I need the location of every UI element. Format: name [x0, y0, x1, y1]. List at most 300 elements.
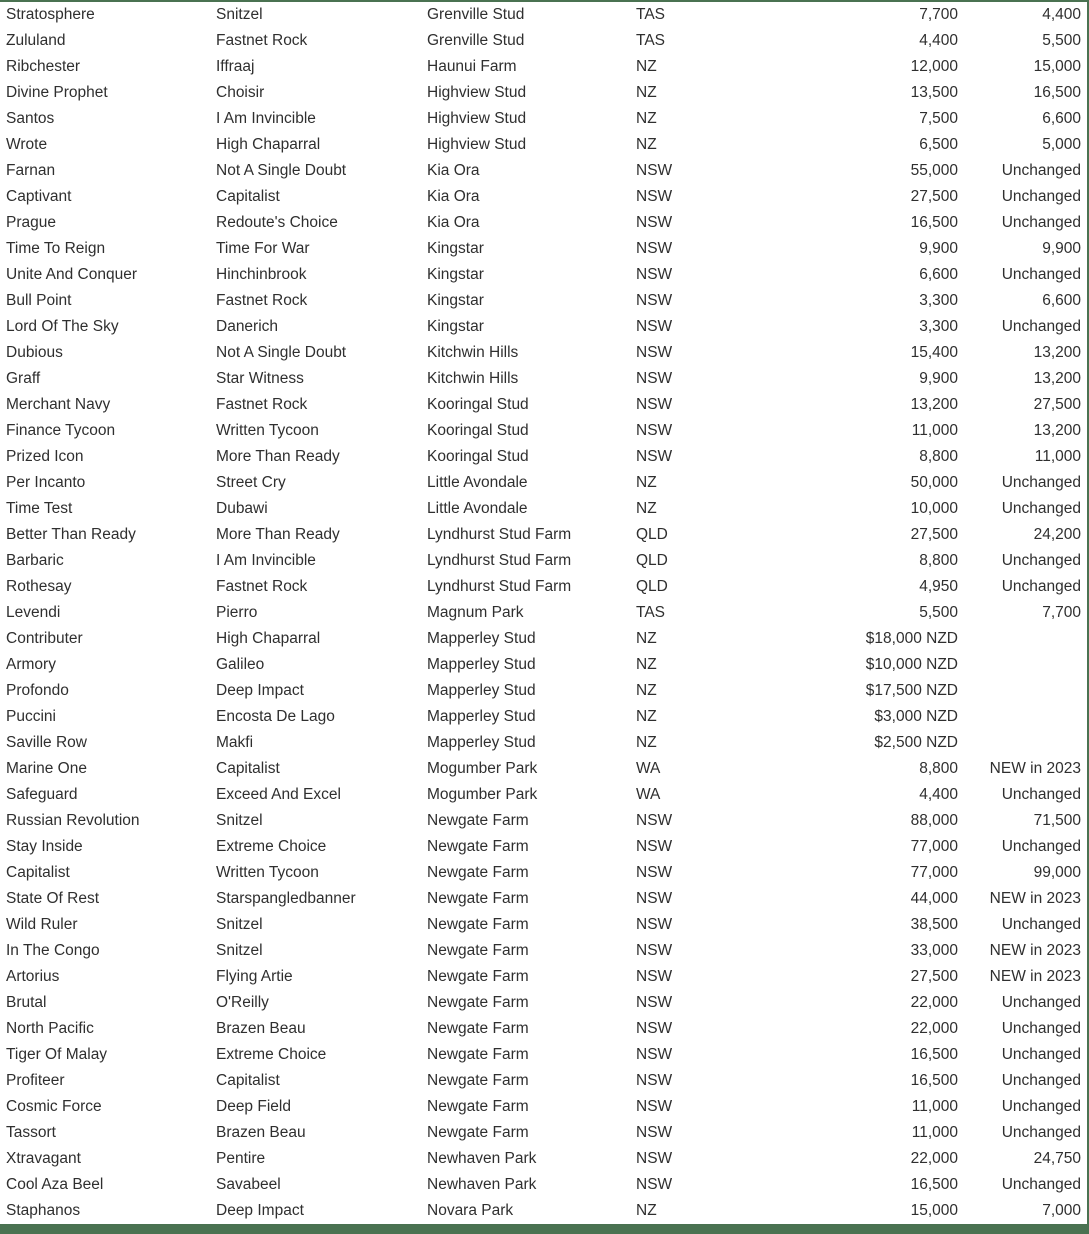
- stallion-name-cell: Tassort: [6, 1124, 56, 1141]
- table-row: [0, 600, 1089, 626]
- sire-cell: Extreme Choice: [216, 1046, 327, 1063]
- stallion-name-cell: Better Than Ready: [6, 526, 136, 543]
- stud-cell: Grenville Stud: [427, 32, 525, 49]
- stallion-name-cell: Merchant Navy: [6, 396, 111, 413]
- state-cell: NSW: [636, 994, 673, 1011]
- state-cell: NZ: [636, 1202, 657, 1219]
- change-cell: Unchanged: [1001, 318, 1081, 335]
- sire-cell: Starspangledbanner: [216, 890, 356, 907]
- table-row: [0, 1068, 1089, 1094]
- fee-cell: 22,000: [910, 994, 958, 1011]
- fee-cell: 8,800: [919, 448, 958, 465]
- stallion-name-cell: Tiger Of Malay: [6, 1046, 108, 1063]
- sire-cell: Fastnet Rock: [216, 396, 308, 413]
- stud-cell: Kooringal Stud: [427, 422, 529, 439]
- table-row: [0, 314, 1089, 340]
- table-row: [0, 990, 1089, 1016]
- change-cell: NEW in 2023: [989, 968, 1081, 985]
- table-row: [0, 652, 1089, 678]
- table-row: [0, 860, 1089, 886]
- fee-cell: 3,300: [919, 318, 958, 335]
- stud-cell: Grenville Stud: [427, 6, 525, 23]
- stallion-name-cell: Barbaric: [6, 552, 64, 569]
- stud-cell: Highview Stud: [427, 136, 527, 153]
- sire-cell: Choisir: [216, 84, 265, 101]
- sire-cell: Capitalist: [216, 760, 280, 777]
- sire-cell: Not A Single Doubt: [216, 344, 347, 361]
- change-cell: 16,500: [1033, 84, 1081, 101]
- sire-cell: Fastnet Rock: [216, 32, 308, 49]
- stud-cell: Newgate Farm: [427, 864, 529, 881]
- sire-cell: Danerich: [216, 318, 279, 335]
- stud-cell: Kingstar: [427, 240, 484, 257]
- sire-cell: Snitzel: [216, 812, 263, 829]
- table-row: [0, 782, 1089, 808]
- sire-cell: Extreme Choice: [216, 838, 327, 855]
- sire-cell: Deep Field: [216, 1098, 291, 1115]
- change-cell: 24,200: [1033, 526, 1081, 543]
- sire-cell: Snitzel: [216, 942, 263, 959]
- state-cell: NSW: [636, 318, 673, 335]
- table-row: [0, 548, 1089, 574]
- stallion-name-cell: Zululand: [6, 32, 66, 49]
- table-row: [0, 366, 1089, 392]
- table-row: [0, 470, 1089, 496]
- sire-cell: I Am Invincible: [216, 110, 316, 127]
- table-row: [0, 704, 1089, 730]
- stud-cell: Mapperley Stud: [427, 708, 536, 725]
- sire-cell: Not A Single Doubt: [216, 162, 347, 179]
- table-row: [0, 808, 1089, 834]
- sire-cell: Iffraaj: [216, 58, 255, 75]
- change-cell: 99,000: [1033, 864, 1081, 881]
- stud-cell: Kingstar: [427, 318, 484, 335]
- fee-cell: 16,500: [910, 1046, 958, 1063]
- state-cell: NZ: [636, 474, 657, 491]
- change-cell: Unchanged: [1001, 578, 1081, 595]
- fee-cell: 6,500: [919, 136, 958, 153]
- stud-cell: Highview Stud: [427, 84, 527, 101]
- state-cell: NSW: [636, 292, 673, 309]
- stud-cell: Lyndhurst Stud Farm: [427, 552, 572, 569]
- table-row: [0, 236, 1089, 262]
- stud-cell: Newhaven Park: [427, 1150, 537, 1167]
- stud-cell: Newgate Farm: [427, 968, 529, 985]
- stallion-name-cell: Staphanos: [6, 1202, 81, 1219]
- sire-cell: Exceed And Excel: [216, 786, 341, 803]
- stallion-name-cell: Wrote: [6, 136, 48, 153]
- stud-cell: Kingstar: [427, 292, 484, 309]
- stallion-name-cell: State Of Rest: [6, 890, 100, 907]
- stallion-name-cell: Time To Reign: [6, 240, 106, 257]
- stud-cell: Little Avondale: [427, 500, 528, 517]
- change-cell: Unchanged: [1001, 188, 1081, 205]
- change-cell: 7,000: [1042, 1202, 1081, 1219]
- fee-cell: 12,000: [910, 58, 958, 75]
- stud-cell: Kooringal Stud: [427, 448, 529, 465]
- fee-cell: 8,800: [919, 760, 958, 777]
- change-cell: 4,400: [1042, 6, 1081, 23]
- fee-cell: 9,900: [919, 240, 958, 257]
- fee-cell: 50,000: [910, 474, 958, 491]
- sire-cell: Brazen Beau: [216, 1124, 306, 1141]
- sire-cell: Galileo: [216, 656, 265, 673]
- change-cell: Unchanged: [1001, 1020, 1081, 1037]
- table-row: [0, 1042, 1089, 1068]
- stud-cell: Kia Ora: [427, 214, 480, 231]
- stallion-name-cell: Capitalist: [6, 864, 70, 881]
- table-row: [0, 1016, 1089, 1042]
- stallion-name-cell: Saville Row: [6, 734, 87, 751]
- stud-cell: Mogumber Park: [427, 786, 538, 803]
- sire-cell: Savabeel: [216, 1176, 281, 1193]
- sire-cell: Deep Impact: [216, 1202, 304, 1219]
- table-row: [0, 418, 1089, 444]
- stallion-name-cell: Prague: [6, 214, 56, 231]
- change-cell: 5,000: [1042, 136, 1081, 153]
- fee-cell: 77,000: [910, 838, 958, 855]
- stud-cell: Kia Ora: [427, 188, 480, 205]
- change-cell: Unchanged: [1001, 552, 1081, 569]
- change-cell: NEW in 2023: [989, 890, 1081, 907]
- fee-cell: 5,500: [919, 604, 958, 621]
- state-cell: NZ: [636, 630, 657, 647]
- stud-cell: Newhaven Park: [427, 1176, 537, 1193]
- stallion-name-cell: Bull Point: [6, 292, 72, 309]
- fee-cell: 16,500: [910, 1072, 958, 1089]
- stud-cell: Newgate Farm: [427, 890, 529, 907]
- sire-cell: Fastnet Rock: [216, 292, 308, 309]
- fee-cell: 16,500: [910, 1176, 958, 1193]
- change-cell: Unchanged: [1001, 1176, 1081, 1193]
- stallion-name-cell: Unite And Conquer: [6, 266, 137, 283]
- change-cell: Unchanged: [1001, 1098, 1081, 1115]
- sire-cell: O'Reilly: [216, 994, 269, 1011]
- stud-cell: Kingstar: [427, 266, 484, 283]
- stallion-name-cell: Puccini: [6, 708, 56, 725]
- stallion-name-cell: Finance Tycoon: [6, 422, 116, 439]
- stallion-name-cell: Stay Inside: [6, 838, 83, 855]
- change-cell: Unchanged: [1001, 500, 1081, 517]
- table-row: [0, 730, 1089, 756]
- fee-cell: $3,000 NZD: [874, 708, 958, 725]
- sire-cell: Capitalist: [216, 1072, 280, 1089]
- state-cell: NSW: [636, 370, 673, 387]
- state-cell: WA: [636, 786, 661, 803]
- table-row: [0, 522, 1089, 548]
- sire-cell: Pierro: [216, 604, 258, 621]
- sire-cell: Capitalist: [216, 188, 280, 205]
- change-cell: 13,200: [1033, 370, 1081, 387]
- state-cell: NZ: [636, 682, 657, 699]
- sire-cell: Makfi: [216, 734, 254, 751]
- stallion-name-cell: Divine Prophet: [6, 84, 108, 101]
- change-cell: 5,500: [1042, 32, 1081, 49]
- state-cell: NZ: [636, 84, 657, 101]
- sire-cell: Star Witness: [216, 370, 304, 387]
- state-cell: NSW: [636, 1072, 673, 1089]
- change-cell: Unchanged: [1001, 786, 1081, 803]
- state-cell: TAS: [636, 6, 665, 23]
- stud-cell: Kooringal Stud: [427, 396, 529, 413]
- table-row: [0, 574, 1089, 600]
- state-cell: WA: [636, 760, 661, 777]
- sire-cell: Flying Artie: [216, 968, 293, 985]
- change-cell: Unchanged: [1001, 1046, 1081, 1063]
- stallion-name-cell: Cosmic Force: [6, 1098, 102, 1115]
- stallion-name-cell: Graff: [6, 370, 41, 387]
- table-row: [0, 1146, 1089, 1172]
- state-cell: QLD: [636, 552, 668, 569]
- sire-cell: Snitzel: [216, 6, 263, 23]
- table-row: [0, 886, 1089, 912]
- fee-cell: 7,500: [919, 110, 958, 127]
- fee-cell: 4,400: [919, 786, 958, 803]
- stallion-name-cell: Russian Revolution: [6, 812, 140, 829]
- table-row: [0, 1172, 1089, 1198]
- table-row: [0, 964, 1089, 990]
- state-cell: NSW: [636, 162, 673, 179]
- table-row: [0, 1198, 1089, 1224]
- stallion-name-cell: Time Test: [6, 500, 73, 517]
- fee-cell: 27,500: [910, 968, 958, 985]
- state-cell: NSW: [636, 968, 673, 985]
- table-row: [0, 938, 1089, 964]
- sire-cell: Hinchinbrook: [216, 266, 307, 283]
- change-cell: Unchanged: [1001, 838, 1081, 855]
- table-row: [0, 106, 1089, 132]
- sire-cell: Redoute's Choice: [216, 214, 338, 231]
- fee-cell: 33,000: [910, 942, 958, 959]
- fee-cell: 7,700: [919, 6, 958, 23]
- stallion-name-cell: Levendi: [6, 604, 61, 621]
- table-row: [0, 834, 1089, 860]
- stud-cell: Little Avondale: [427, 474, 528, 491]
- state-cell: NZ: [636, 58, 657, 75]
- change-cell: Unchanged: [1001, 1072, 1081, 1089]
- stud-cell: Mapperley Stud: [427, 734, 536, 751]
- fee-cell: 9,900: [919, 370, 958, 387]
- stallion-name-cell: Cool Aza Beel: [6, 1176, 104, 1193]
- stud-cell: Kitchwin Hills: [427, 370, 519, 387]
- fee-cell: 22,000: [910, 1020, 958, 1037]
- bottom-accent-bar: [0, 1224, 1089, 1234]
- stallion-name-cell: Prized Icon: [6, 448, 84, 465]
- state-cell: NSW: [636, 838, 673, 855]
- stud-cell: Newgate Farm: [427, 1098, 529, 1115]
- stud-cell: Newgate Farm: [427, 1020, 529, 1037]
- stud-cell: Magnum Park: [427, 604, 524, 621]
- sire-cell: High Chaparral: [216, 630, 321, 647]
- fee-cell: 3,300: [919, 292, 958, 309]
- stallion-name-cell: North Pacific: [6, 1020, 94, 1037]
- sire-cell: I Am Invincible: [216, 552, 316, 569]
- sire-cell: Snitzel: [216, 916, 263, 933]
- stallion-name-cell: Xtravagant: [6, 1150, 81, 1167]
- sire-cell: Time For War: [216, 240, 310, 257]
- fee-cell: $10,000 NZD: [865, 656, 958, 673]
- sire-cell: More Than Ready: [216, 448, 340, 465]
- sire-cell: Brazen Beau: [216, 1020, 306, 1037]
- stud-cell: Kia Ora: [427, 162, 480, 179]
- fee-cell: 8,800: [919, 552, 958, 569]
- stallion-name-cell: Wild Ruler: [6, 916, 78, 933]
- change-cell: Unchanged: [1001, 162, 1081, 179]
- state-cell: NSW: [636, 1124, 673, 1141]
- table-row: [0, 262, 1089, 288]
- stud-cell: Newgate Farm: [427, 916, 529, 933]
- sire-cell: Deep Impact: [216, 682, 304, 699]
- fee-cell: 22,000: [910, 1150, 958, 1167]
- change-cell: 13,200: [1033, 344, 1081, 361]
- change-cell: Unchanged: [1001, 266, 1081, 283]
- sire-cell: Written Tycoon: [216, 422, 319, 439]
- fee-cell: 13,200: [910, 396, 958, 413]
- state-cell: NSW: [636, 812, 673, 829]
- stallion-name-cell: Marine One: [6, 760, 87, 777]
- state-cell: NSW: [636, 422, 673, 439]
- fee-cell: 44,000: [910, 890, 958, 907]
- change-cell: 13,200: [1033, 422, 1081, 439]
- sire-cell: More Than Ready: [216, 526, 340, 543]
- change-cell: 71,500: [1033, 812, 1081, 829]
- fee-cell: $18,000 NZD: [865, 630, 958, 647]
- table-row: [0, 2, 1089, 28]
- state-cell: NSW: [636, 942, 673, 959]
- stud-cell: Mapperley Stud: [427, 656, 536, 673]
- change-cell: 15,000: [1033, 58, 1081, 75]
- change-cell: 11,000: [1034, 448, 1081, 465]
- stud-cell: Mogumber Park: [427, 760, 538, 777]
- fee-cell: $17,500 NZD: [865, 682, 958, 699]
- state-cell: NZ: [636, 136, 657, 153]
- stallion-name-cell: Lord Of The Sky: [6, 318, 119, 335]
- fee-cell: 88,000: [910, 812, 958, 829]
- state-cell: NZ: [636, 656, 657, 673]
- table-row: [0, 444, 1089, 470]
- change-cell: 6,600: [1042, 292, 1081, 309]
- state-cell: NSW: [636, 448, 673, 465]
- stallion-name-cell: Profondo: [6, 682, 69, 699]
- state-cell: NSW: [636, 266, 673, 283]
- state-cell: QLD: [636, 526, 668, 543]
- sire-cell: Fastnet Rock: [216, 578, 308, 595]
- stud-cell: Kitchwin Hills: [427, 344, 519, 361]
- sire-cell: Written Tycoon: [216, 864, 319, 881]
- sire-cell: Pentire: [216, 1150, 266, 1167]
- table-row: [0, 626, 1089, 652]
- change-cell: NEW in 2023: [989, 760, 1081, 777]
- state-cell: NSW: [636, 890, 673, 907]
- stud-cell: Mapperley Stud: [427, 630, 536, 647]
- stallion-name-cell: Profiteer: [6, 1072, 65, 1089]
- state-cell: NSW: [636, 1098, 673, 1115]
- change-cell: 27,500: [1033, 396, 1081, 413]
- stud-cell: Haunui Farm: [427, 58, 517, 75]
- fee-cell: 15,400: [910, 344, 958, 361]
- state-cell: NSW: [636, 344, 673, 361]
- stallion-name-cell: Dubious: [6, 344, 63, 361]
- table-row: [0, 132, 1089, 158]
- stud-cell: Novara Park: [427, 1202, 514, 1219]
- state-cell: NSW: [636, 1150, 673, 1167]
- fee-cell: 11,000: [911, 422, 958, 439]
- fee-cell: 11,000: [911, 1124, 958, 1141]
- state-cell: NSW: [636, 396, 673, 413]
- state-cell: NSW: [636, 214, 673, 231]
- change-cell: 7,700: [1042, 604, 1081, 621]
- sire-cell: Dubawi: [216, 500, 268, 517]
- stud-cell: Lyndhurst Stud Farm: [427, 526, 572, 543]
- state-cell: TAS: [636, 32, 665, 49]
- fee-cell: 4,400: [919, 32, 958, 49]
- state-cell: NSW: [636, 188, 673, 205]
- table-row: [0, 340, 1089, 366]
- fee-cell: 27,500: [910, 526, 958, 543]
- change-cell: Unchanged: [1001, 994, 1081, 1011]
- state-cell: NZ: [636, 110, 657, 127]
- fee-cell: 13,500: [910, 84, 958, 101]
- table-row: [0, 28, 1089, 54]
- table-row: [0, 912, 1089, 938]
- stallion-name-cell: Artorius: [6, 968, 60, 985]
- sire-cell: High Chaparral: [216, 136, 321, 153]
- table-row: [0, 158, 1089, 184]
- change-cell: NEW in 2023: [989, 942, 1081, 959]
- table-row: [0, 1120, 1089, 1146]
- change-cell: 6,600: [1042, 110, 1081, 127]
- state-cell: TAS: [636, 604, 665, 621]
- fee-cell: 16,500: [910, 214, 958, 231]
- stallion-name-cell: Per Incanto: [6, 474, 86, 491]
- stallion-name-cell: Brutal: [6, 994, 47, 1011]
- table-row: [0, 184, 1089, 210]
- stud-cell: Newgate Farm: [427, 994, 529, 1011]
- stallion-name-cell: Santos: [6, 110, 55, 127]
- stud-cell: Newgate Farm: [427, 1124, 529, 1141]
- fee-cell: 15,000: [910, 1202, 958, 1219]
- stallion-fees-table: [0, 2, 1089, 1224]
- state-cell: NSW: [636, 916, 673, 933]
- state-cell: NSW: [636, 1176, 673, 1193]
- fee-cell: $2,500 NZD: [874, 734, 958, 751]
- stallion-name-cell: Safeguard: [6, 786, 78, 803]
- table-row: [0, 678, 1089, 704]
- stud-cell: Newgate Farm: [427, 838, 529, 855]
- table-row: [0, 54, 1089, 80]
- stud-cell: Mapperley Stud: [427, 682, 536, 699]
- table-row: [0, 756, 1089, 782]
- fee-cell: 38,500: [910, 916, 958, 933]
- change-cell: Unchanged: [1001, 214, 1081, 231]
- state-cell: NZ: [636, 734, 657, 751]
- change-cell: Unchanged: [1001, 1124, 1081, 1141]
- stallion-name-cell: In The Congo: [6, 942, 100, 959]
- fee-cell: 77,000: [910, 864, 958, 881]
- table-row: [0, 392, 1089, 418]
- state-cell: QLD: [636, 578, 668, 595]
- stallion-name-cell: Contributer: [6, 630, 83, 647]
- table-row: [0, 80, 1089, 106]
- fee-cell: 6,600: [919, 266, 958, 283]
- stallion-name-cell: Ribchester: [6, 58, 81, 75]
- stallion-name-cell: Farnan: [6, 162, 56, 179]
- fee-cell: 27,500: [910, 188, 958, 205]
- state-cell: NSW: [636, 864, 673, 881]
- stallion-name-cell: Captivant: [6, 188, 72, 205]
- stallion-name-cell: Armory: [6, 656, 56, 673]
- stallion-name-cell: Rothesay: [6, 578, 72, 595]
